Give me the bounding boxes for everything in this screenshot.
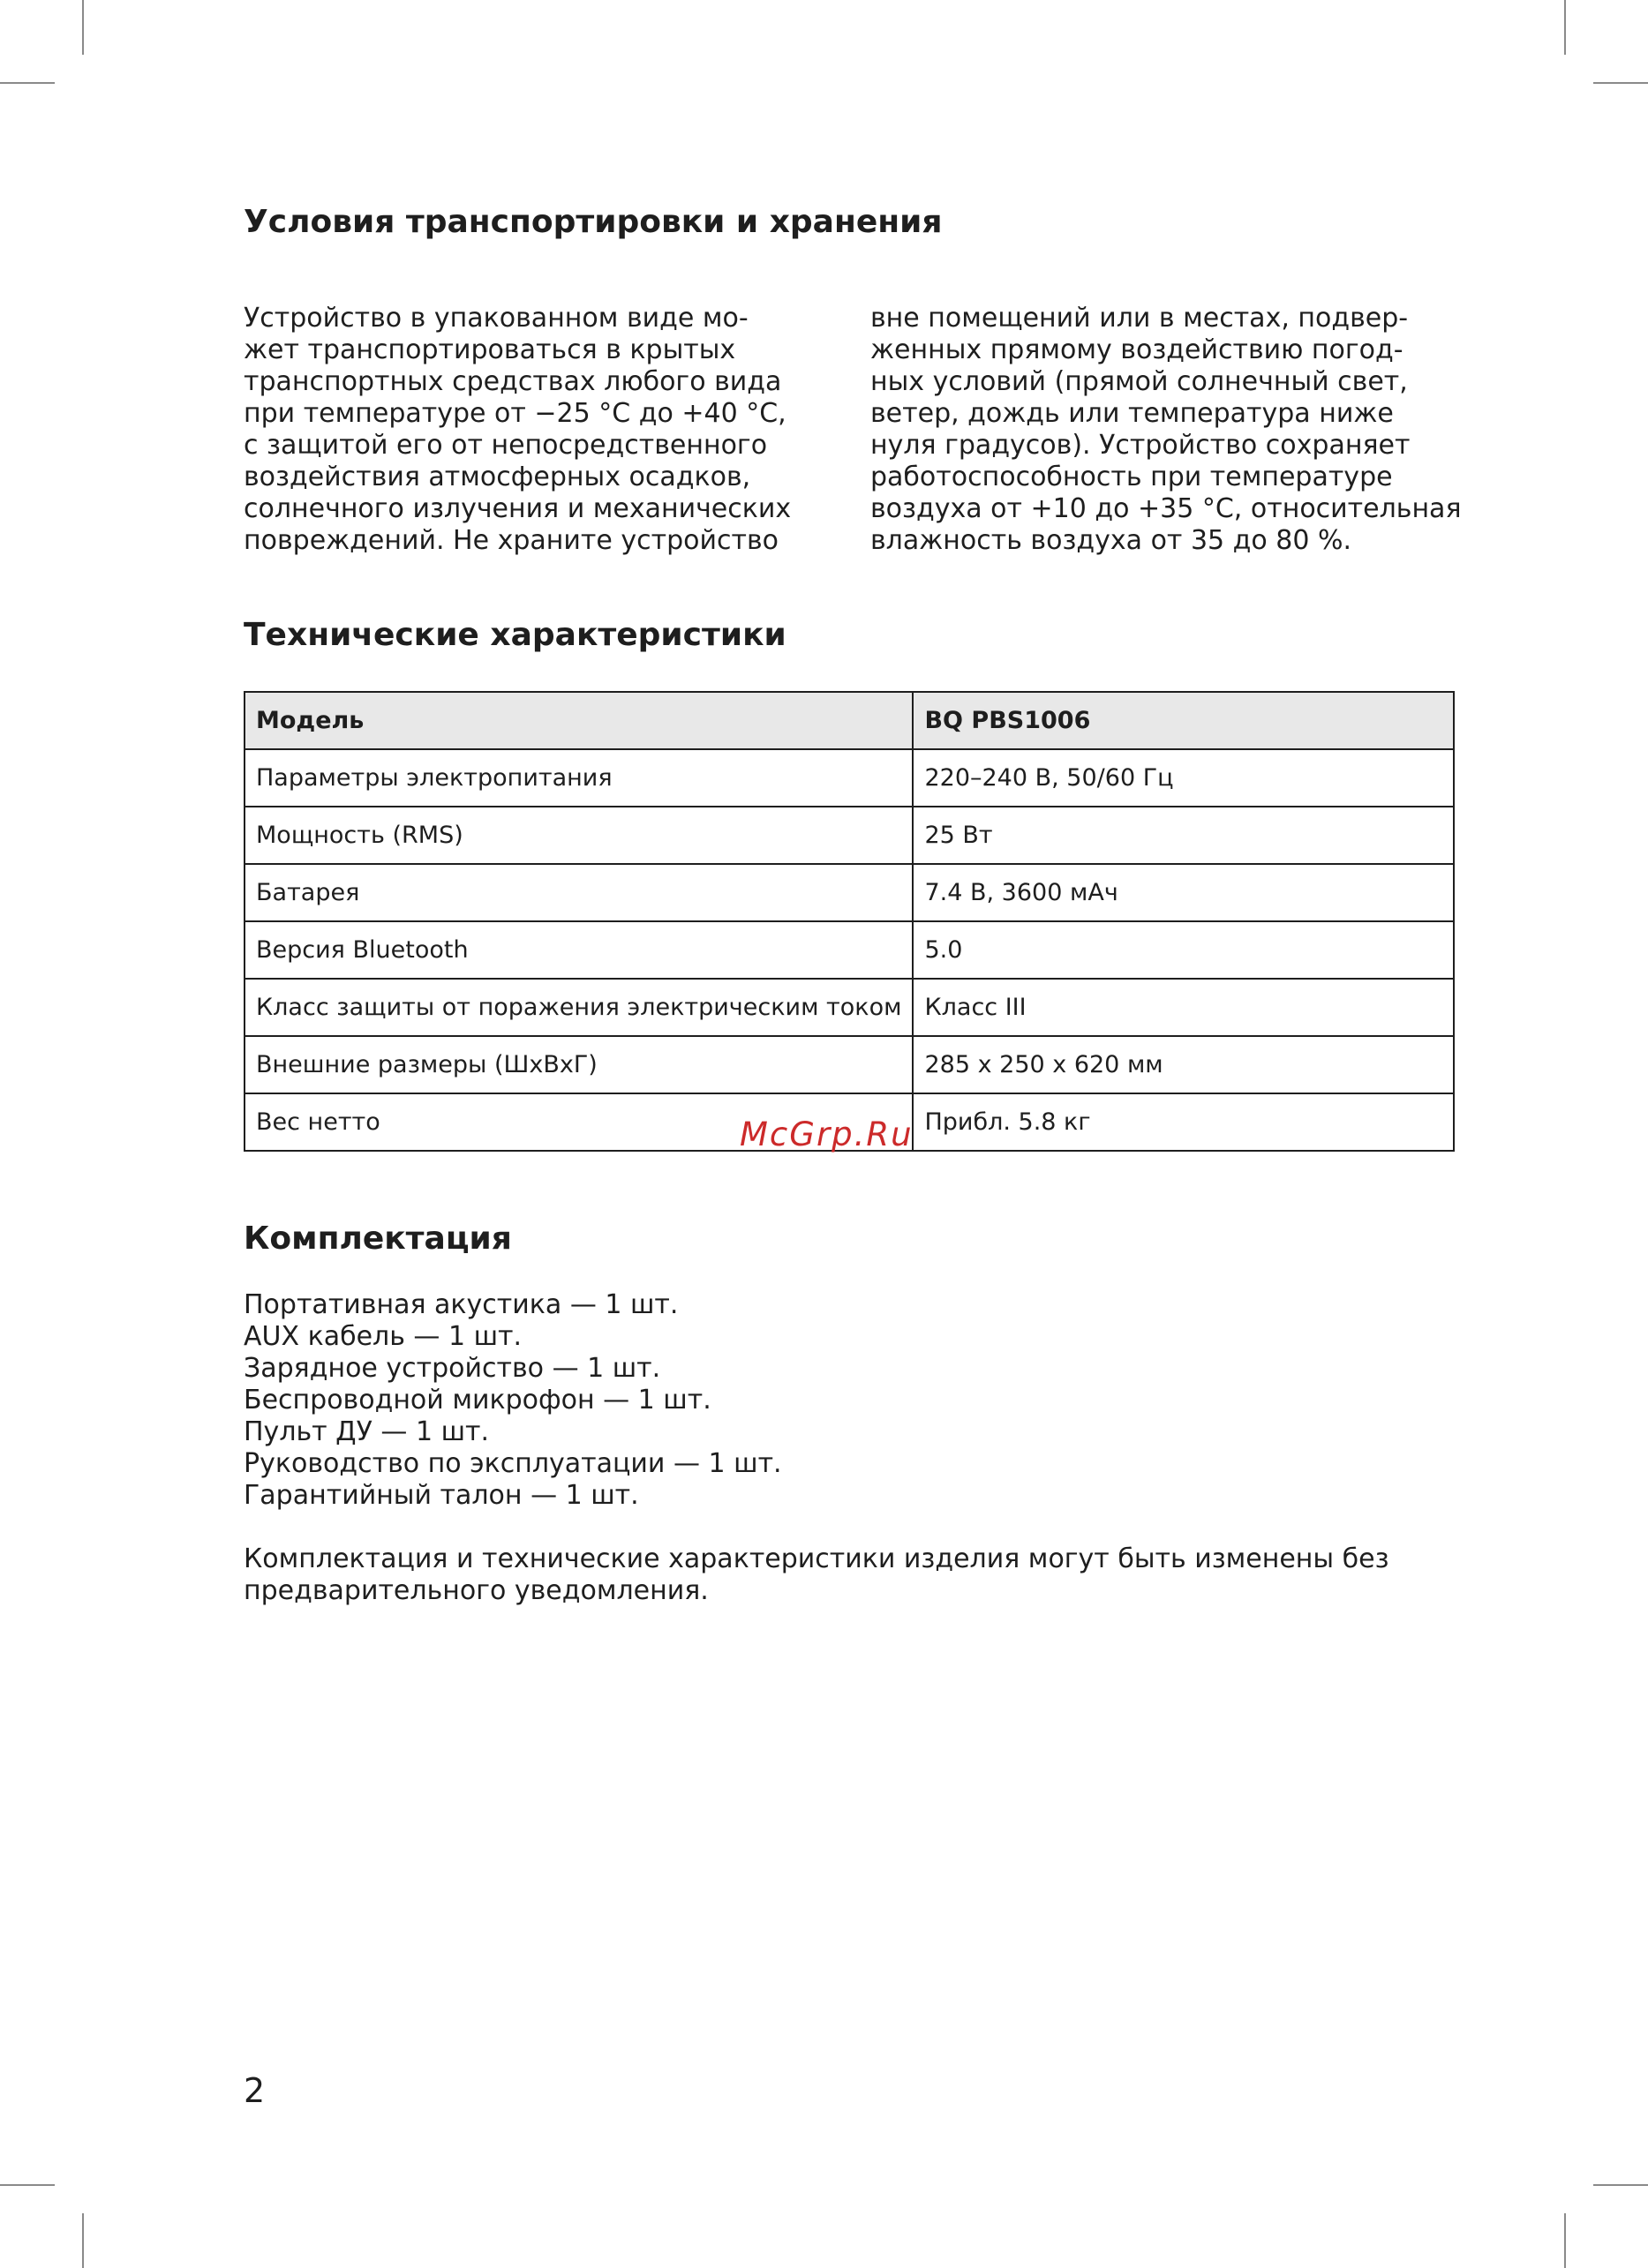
- table-row: [245, 864, 1454, 921]
- storage-text-line: с защитой его от непосредственного: [244, 430, 768, 461]
- crop-mark-bottom-left-vertical: [82, 2213, 84, 2268]
- storage-text-line: влажность воздуха от 35 до 80 %.: [870, 525, 1352, 556]
- storage-text-line: ных условий (прямой солнечный свет,: [870, 366, 1408, 397]
- storage-text-line: повреждений. Не храните устройство: [244, 525, 779, 556]
- table-cell-value: 25 Вт: [913, 807, 1454, 864]
- storage-text-line: женных прямому воздействию погод-: [870, 334, 1403, 365]
- storage-text-line: нуля градусов). Устройство сохраняет: [870, 430, 1411, 461]
- table-cell-label: Версия Bluetooth: [245, 921, 913, 979]
- table-cell-label: Вес нетто: [245, 1093, 913, 1151]
- table-cell-label: Внешние размеры (ШхВхГ): [245, 1036, 913, 1093]
- list-item: Гарантийный талон — 1 шт.: [244, 1480, 639, 1511]
- crop-mark-top-left-horizontal: [0, 82, 55, 84]
- package-note: [244, 1543, 1389, 1607]
- table-row: [245, 1036, 1454, 1093]
- storage-text-line: Устройство в упакованном виде мо-: [244, 303, 749, 334]
- list-item: AUX кабель — 1 шт.: [244, 1321, 523, 1352]
- storage-text-line: вне помещений или в местах, подвер-: [870, 303, 1409, 334]
- storage-text-line: ветер, дождь или температура ниже: [870, 398, 1394, 429]
- table-row: [245, 749, 1454, 807]
- crop-mark-bottom-right-horizontal: [1593, 2184, 1648, 2186]
- storage-text-line: воздействия атмосферных осадков,: [244, 462, 751, 492]
- list-item: Зарядное устройство — 1 шт.: [244, 1353, 661, 1384]
- storage-section-title: Условия транспортировки и хранения: [244, 204, 943, 240]
- watermark-logo: McGrp.Ru: [740, 1115, 914, 1153]
- table-row: [245, 979, 1454, 1036]
- storage-text-line: жет транспортироваться в крытых: [244, 334, 736, 365]
- table-cell-value: 5.0: [913, 921, 1454, 979]
- table-row: [245, 921, 1454, 979]
- table-header-row: [245, 692, 1454, 749]
- list-item: Руководство по эксплуатации — 1 шт.: [244, 1448, 782, 1479]
- table-cell-label: Параметры электропитания: [245, 749, 913, 807]
- specs-section-title: Технические характеристики: [244, 617, 786, 653]
- crop-mark-top-right-vertical: [1564, 0, 1566, 55]
- note-line: предварительного уведомления.: [244, 1575, 709, 1606]
- list-item: Портативная акустика — 1 шт.: [244, 1289, 679, 1320]
- note-line: Комплектация и технические характеристики изделия могут быть изменены без: [244, 1543, 1389, 1574]
- list-item: Пульт ДУ — 1 шт.: [244, 1416, 490, 1447]
- storage-text-column-left: [244, 303, 862, 557]
- table-cell-label: Мощность (RMS): [245, 807, 913, 864]
- storage-text-line: при температуре от −25 °C до +40 °C,: [244, 398, 786, 429]
- table-cell-value: 220–240 В, 50/60 Гц: [913, 749, 1454, 807]
- table-header-cell: Модель: [245, 692, 913, 749]
- page-number: 2: [244, 2071, 266, 2110]
- crop-mark-bottom-right-vertical: [1564, 2213, 1566, 2268]
- package-list: [244, 1289, 782, 1512]
- list-item: Беспроводной микрофон — 1 шт.: [244, 1385, 711, 1416]
- storage-text-line: работоспособность при температуре: [870, 462, 1393, 492]
- crop-mark-top-right-horizontal: [1593, 82, 1648, 84]
- table-cell-value: 7.4 В, 3600 мАч: [913, 864, 1454, 921]
- package-section-title: Комплектация: [244, 1220, 512, 1257]
- table-header-cell: BQ PBS1006: [913, 692, 1454, 749]
- crop-mark-bottom-left-horizontal: [0, 2184, 55, 2186]
- table-cell-label: Класс защиты от поражения электрическим током: [245, 979, 913, 1036]
- table-cell-value: Прибл. 5.8 кг: [913, 1093, 1454, 1151]
- storage-text-line: транспортных средствах любого вида: [244, 366, 782, 397]
- table-cell-value: Класс III: [913, 979, 1454, 1036]
- storage-text-line: воздуха от +10 до +35 °C, относительная: [870, 493, 1462, 524]
- table-cell-value: 285 x 250 x 620 мм: [913, 1036, 1454, 1093]
- table-cell-label: Батарея: [245, 864, 913, 921]
- storage-text-line: солнечного излучения и механических: [244, 493, 792, 524]
- specs-table: [244, 691, 1455, 1152]
- crop-mark-top-left-vertical: [82, 0, 84, 55]
- storage-text-column-right: [870, 303, 1488, 557]
- table-row: [245, 807, 1454, 864]
